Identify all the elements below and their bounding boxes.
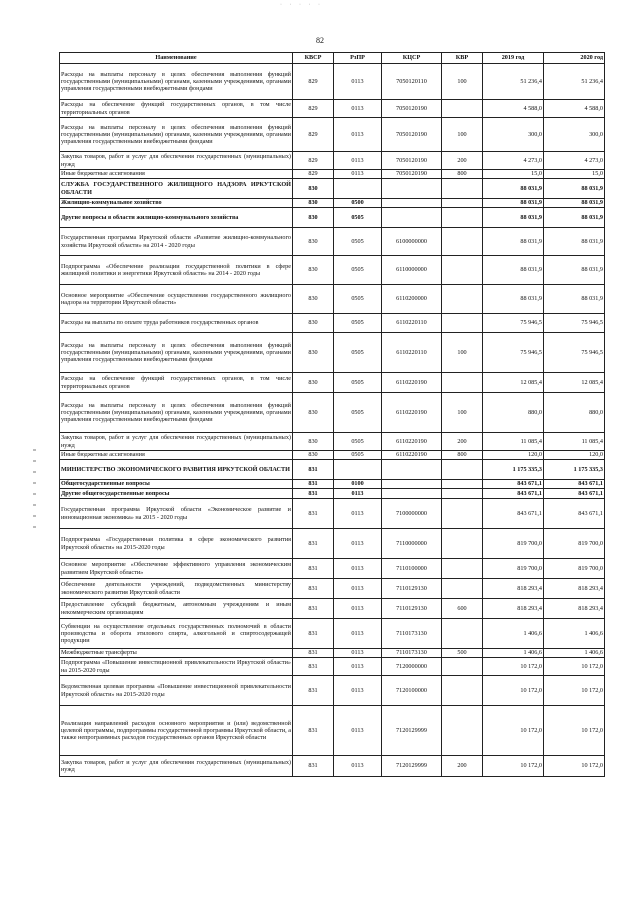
row-kcsr [382, 208, 442, 228]
row-kvsr: 830 [293, 199, 334, 208]
row-2019: 120,0 [483, 451, 544, 460]
table-row [60, 64, 605, 100]
row-2020: 843 671,1 [544, 499, 605, 529]
table-row [60, 676, 605, 706]
table-row [60, 649, 605, 658]
row-2019: 818 293,4 [483, 599, 544, 619]
row-name: Расходы на обеспечение функций государственных органов, в том числе территориальных органов [60, 373, 293, 393]
row-2020: 1 406,6 [544, 619, 605, 649]
row-name: Жилищно-коммунальное хозяйство [60, 199, 293, 208]
row-kvr [442, 559, 483, 579]
row-rzpr: 0113 [334, 529, 382, 559]
table-row [60, 658, 605, 676]
row-2019: 843 671,1 [483, 480, 544, 489]
row-kvsr: 831 [293, 649, 334, 658]
row-2019: 843 671,1 [483, 499, 544, 529]
row-rzpr: 0505 [334, 333, 382, 373]
row-kvr [442, 460, 483, 480]
row-kvsr: 829 [293, 100, 334, 118]
table-row [60, 333, 605, 373]
row-2019: 819 700,0 [483, 529, 544, 559]
row-name: Межбюджетные трансферты [60, 649, 293, 658]
row-rzpr: 0113 [334, 756, 382, 777]
row-kvsr: 830 [293, 285, 334, 314]
col-kvsr-header: КВСР [293, 53, 334, 64]
row-name: Расходы на выплаты по оплате труда работников государственных органов [60, 314, 293, 333]
row-kvsr: 831 [293, 619, 334, 649]
row-kcsr: 7110173130 [382, 619, 442, 649]
row-kvsr: 831 [293, 499, 334, 529]
table-row [60, 619, 605, 649]
table-row [60, 314, 605, 333]
table-row [60, 228, 605, 256]
table-row [60, 460, 605, 480]
row-kvsr: 830 [293, 451, 334, 460]
table-row [60, 559, 605, 579]
row-2019: 75 946,5 [483, 314, 544, 333]
table-row [60, 489, 605, 499]
table-row [60, 256, 605, 285]
row-name: Закупка товаров, работ и услуг для обеспечения государственных (муниципальных) нужд [60, 756, 293, 777]
row-kvr [442, 676, 483, 706]
row-kcsr [382, 179, 442, 199]
table-row [60, 451, 605, 460]
margin-marks [30, 440, 40, 560]
row-name: Государственная программа Иркутской области «Экономическое развитие и инновационная экономика» на 2015 - 2020 годы [60, 499, 293, 529]
row-2020: 819 700,0 [544, 559, 605, 579]
row-kvr: 600 [442, 599, 483, 619]
row-2019: 1 406,6 [483, 649, 544, 658]
row-2020: 1 175 335,3 [544, 460, 605, 480]
row-kcsr: 7110100000 [382, 559, 442, 579]
row-kvr [442, 256, 483, 285]
row-kcsr: 6110220190 [382, 433, 442, 451]
row-kvr: 800 [442, 170, 483, 179]
table-row [60, 599, 605, 619]
table-row [60, 756, 605, 777]
row-2019: 819 700,0 [483, 559, 544, 579]
row-kvsr: 831 [293, 706, 334, 756]
row-2020: 10 172,0 [544, 676, 605, 706]
row-kvsr: 831 [293, 756, 334, 777]
row-rzpr: 0505 [334, 285, 382, 314]
table-row [60, 199, 605, 208]
table-row [60, 208, 605, 228]
row-rzpr: 0505 [334, 451, 382, 460]
row-name: Другие вопросы в области жилищно-коммунального хозяйства [60, 208, 293, 228]
table-header [60, 53, 605, 64]
row-2020: 819 700,0 [544, 529, 605, 559]
row-kvsr: 830 [293, 256, 334, 285]
row-kcsr: 6110220190 [382, 393, 442, 433]
row-name: Ведомственная целевая программа «Повышение инвестиционной привлекательности Иркутской области» на 2015-2020 годы [60, 676, 293, 706]
row-2020: 300,0 [544, 118, 605, 152]
row-rzpr: 0505 [334, 393, 382, 433]
table-row [60, 373, 605, 393]
row-name: Иные бюджетные ассигнования [60, 451, 293, 460]
row-rzpr: 0113 [334, 559, 382, 579]
row-2020: 12 085,4 [544, 373, 605, 393]
table-row [60, 179, 605, 199]
row-rzpr: 0113 [334, 649, 382, 658]
row-kvsr: 831 [293, 529, 334, 559]
row-kvsr: 830 [293, 433, 334, 451]
row-name: СЛУЖБА ГОСУДАРСТВЕННОГО ЖИЛИЩНОГО НАДЗОРА ИРКУТСКОЙ ОБЛАСТИ [60, 179, 293, 199]
row-kcsr: 7110173130 [382, 649, 442, 658]
row-rzpr: 0500 [334, 199, 382, 208]
row-2019: 88 031,9 [483, 228, 544, 256]
row-2019: 1 175 335,3 [483, 460, 544, 480]
row-name: Подпрограмма «Повышение инвестиционной привлекательности Иркутской области» на 2015-2020 годы [61, 659, 291, 674]
row-name: Другие общегосударственные вопросы [60, 489, 293, 499]
row-kvr: 800 [442, 451, 483, 460]
row-kvr [442, 285, 483, 314]
col-kvr-header: КВР [442, 53, 483, 64]
row-kvr [442, 208, 483, 228]
row-rzpr [334, 460, 382, 480]
table-row [60, 579, 605, 599]
row-kvsr: 830 [293, 179, 334, 199]
row-2019: 300,0 [483, 118, 544, 152]
row-kvsr: 829 [293, 170, 334, 179]
row-2020: 818 293,4 [544, 579, 605, 599]
row-2020: 843 671,1 [544, 480, 605, 489]
row-rzpr: 0113 [334, 64, 382, 100]
row-kcsr: 7050120190 [382, 100, 442, 118]
row-rzpr: 0505 [334, 373, 382, 393]
row-rzpr: 0113 [334, 579, 382, 599]
row-2019: 88 031,9 [483, 256, 544, 285]
row-2020: 10 172,0 [544, 706, 605, 756]
row-kvsr: 831 [293, 658, 334, 676]
row-kvsr: 831 [293, 559, 334, 579]
row-kvsr: 831 [293, 579, 334, 599]
row-kcsr: 7120100000 [382, 676, 442, 706]
row-2019: 10 172,0 [483, 756, 544, 777]
row-kvsr: 829 [293, 118, 334, 152]
row-kvr: 100 [442, 118, 483, 152]
row-kcsr: 7050120190 [382, 118, 442, 152]
row-2019: 12 085,4 [483, 373, 544, 393]
row-2019: 843 671,1 [483, 489, 544, 499]
row-kcsr: 7120129999 [382, 756, 442, 777]
row-kvr: 100 [442, 333, 483, 373]
row-kvr: 200 [442, 756, 483, 777]
table-body [60, 64, 605, 777]
row-kcsr: 6100000000 [382, 228, 442, 256]
row-rzpr: 0113 [334, 499, 382, 529]
table-row [60, 118, 605, 152]
page-number: 82 [316, 36, 324, 45]
row-kcsr: 6110220190 [382, 373, 442, 393]
row-name: Государственная программа Иркутской области «Развитие жилищно-коммунального хозяйства Иркутской области» на 2014 - 2020 годы [60, 228, 293, 256]
row-kvsr: 831 [293, 460, 334, 480]
row-kvsr: 831 [293, 599, 334, 619]
row-2020: 88 031,9 [544, 285, 605, 314]
row-rzpr: 0113 [334, 676, 382, 706]
row-2020: 4 588,0 [544, 100, 605, 118]
row-kcsr: 7050120190 [382, 170, 442, 179]
row-name: Реализация направлений расходов основного мероприятия и (или) ведомственной целевой программы, подпрограммы государственной программы Иркутской области, а также непрограммных расходов государственных органов Иркутской области [60, 706, 293, 756]
table-row [60, 393, 605, 433]
row-rzpr: 0100 [334, 480, 382, 489]
row-2019: 10 172,0 [483, 658, 544, 676]
row-2020: 818 293,4 [544, 599, 605, 619]
row-2020: 75 946,5 [544, 314, 605, 333]
row-2019: 88 031,9 [483, 199, 544, 208]
row-kvsr: 831 [293, 480, 334, 489]
table-row [60, 100, 605, 118]
row-name: Обеспечение деятельности учреждений, подведомственных министерству экономического развития Иркутской области [60, 579, 293, 599]
table-row [60, 433, 605, 451]
row-kvsr: 830 [293, 373, 334, 393]
row-kvr [442, 179, 483, 199]
row-rzpr: 0505 [334, 256, 382, 285]
row-kcsr: 6110000000 [382, 256, 442, 285]
row-kcsr [382, 199, 442, 208]
row-2020: 88 031,9 [544, 228, 605, 256]
row-2019: 88 031,9 [483, 179, 544, 199]
row-name: Расходы на выплаты персоналу в целях обеспечения выполнения функций государственными (муниципальными) органами, казенными учреждениями, органами управления государственными внебюджетными фондами [60, 333, 293, 373]
row-rzpr: 0505 [334, 433, 382, 451]
row-kvr [442, 480, 483, 489]
row-kvr: 500 [442, 649, 483, 658]
row-2020: 88 031,9 [544, 208, 605, 228]
row-kvsr: 830 [293, 228, 334, 256]
row-kcsr: 7050120110 [382, 64, 442, 100]
table-row [60, 706, 605, 756]
row-rzpr: 0113 [334, 706, 382, 756]
row-2019: 10 172,0 [483, 676, 544, 706]
table-row [60, 529, 605, 559]
row-kvr [442, 658, 483, 676]
row-kvsr: 829 [293, 64, 334, 100]
row-2020: 843 671,1 [544, 489, 605, 499]
row-rzpr: 0113 [334, 658, 382, 676]
row-name: Расходы на выплаты персоналу в целях обеспечения выполнения функций государственными (муниципальными) органами, казенными учреждениями, органами управления государственными внебюджетными фондами [60, 64, 293, 100]
row-kvsr: 830 [293, 333, 334, 373]
row-kcsr: 6110200000 [382, 285, 442, 314]
row-kcsr [382, 480, 442, 489]
budget-table [59, 52, 605, 777]
row-name: Расходы на выплаты персоналу в целях обеспечения выполнения функций государственными (муниципальными) органами, казенными учреждениями, органами управления государственными внебюджетными фондами [60, 118, 293, 152]
col-rzpr-header: РзПР [334, 53, 382, 64]
row-kcsr: 7120129999 [382, 706, 442, 756]
row-kcsr: 6110220110 [382, 333, 442, 373]
row-rzpr: 0505 [334, 314, 382, 333]
row-name: Подпрограмма «Государственная политика в сфере экономического развития Иркутской области» на 2015-2020 годы [60, 529, 293, 559]
row-name: Основное мероприятие «Обеспечение осуществления государственного жилищного надзора на территории Иркутской области» [60, 285, 293, 314]
table-row [60, 285, 605, 314]
row-2019: 818 293,4 [483, 579, 544, 599]
row-2019: 51 236,4 [483, 64, 544, 100]
col-2020-header: 2020 год [544, 53, 605, 64]
row-kvr [442, 228, 483, 256]
row-rzpr: 0113 [334, 118, 382, 152]
row-name: МИНИСТЕРСТВО ЭКОНОМИЧЕСКОГО РАЗВИТИЯ ИРКУТСКОЙ ОБЛАСТИ [60, 460, 293, 480]
row-name: Расходы на выплаты персоналу в целях обеспечения выполнения функций государственными (муниципальными) органами, казенными учреждениями, органами управления государственными внебюджетными фондами [60, 393, 293, 433]
row-2020: 4 273,0 [544, 152, 605, 170]
scan-artifact: · · · · · [280, 2, 323, 8]
row-2019: 1 406,6 [483, 619, 544, 649]
row-kvsr: 830 [293, 314, 334, 333]
row-kvr [442, 619, 483, 649]
row-kcsr: 7110129130 [382, 579, 442, 599]
row-kvsr: 830 [293, 393, 334, 433]
row-name: Закупка товаров, работ и услуг для обеспечения государственных (муниципальных) нужд [61, 434, 291, 449]
row-rzpr: 0113 [334, 619, 382, 649]
row-rzpr: 0505 [334, 228, 382, 256]
col-name-header: Наименование [60, 53, 293, 64]
row-name: Расходы на обеспечение функций государственных органов, в том числе территориальных органов [61, 101, 291, 116]
row-kvsr: 830 [293, 208, 334, 228]
table-row [60, 152, 605, 170]
row-kvr [442, 529, 483, 559]
row-2019: 10 172,0 [483, 706, 544, 756]
table-row [60, 170, 605, 179]
row-name: Закупка товаров, работ и услуг для обеспечения государственных (муниципальных) нужд [61, 153, 291, 168]
row-kcsr: 6110220190 [382, 451, 442, 460]
row-kvr [442, 314, 483, 333]
row-kcsr [382, 460, 442, 480]
row-kcsr: 7100000000 [382, 499, 442, 529]
row-2020: 88 031,9 [544, 199, 605, 208]
row-kvsr: 829 [293, 152, 334, 170]
row-kvsr: 831 [293, 676, 334, 706]
table-row [60, 499, 605, 529]
row-2020: 880,0 [544, 393, 605, 433]
row-kvr: 100 [442, 393, 483, 433]
row-kcsr: 7050120190 [382, 152, 442, 170]
row-2020: 51 236,4 [544, 64, 605, 100]
row-rzpr [334, 179, 382, 199]
row-2019: 88 031,9 [483, 285, 544, 314]
row-kcsr: 7110000000 [382, 529, 442, 559]
row-name: Основное мероприятие «Обеспечение эффективного управления экономическим развитием Иркутской области» [60, 559, 293, 579]
row-2019: 4 273,0 [483, 152, 544, 170]
row-rzpr: 0113 [334, 152, 382, 170]
row-name: Общегосударственные вопросы [60, 480, 293, 489]
row-2020: 10 172,0 [544, 756, 605, 777]
row-kcsr [382, 489, 442, 499]
row-kvr [442, 100, 483, 118]
row-2020: 120,0 [544, 451, 605, 460]
row-2020: 88 031,9 [544, 256, 605, 285]
row-kcsr: 6110220110 [382, 314, 442, 333]
row-kvr [442, 199, 483, 208]
row-kvr [442, 706, 483, 756]
table-row [60, 480, 605, 489]
row-2019: 11 085,4 [483, 433, 544, 451]
row-rzpr: 0113 [334, 100, 382, 118]
row-kvsr: 831 [293, 489, 334, 499]
row-kvr: 200 [442, 433, 483, 451]
row-2019: 880,0 [483, 393, 544, 433]
col-2019-header: 2019 год [483, 53, 544, 64]
row-rzpr: 0505 [334, 208, 382, 228]
row-kcsr: 7110129130 [382, 599, 442, 619]
row-rzpr: 0113 [334, 599, 382, 619]
row-kvr [442, 373, 483, 393]
row-2020: 10 172,0 [544, 658, 605, 676]
row-name: Предоставление субсидий бюджетным, автономным учреждениям и иным некоммерческим организациям [60, 599, 293, 619]
row-name: Подпрограмма «Обеспечение реализации государственной политики в сфере жилищной политики и энергетики Иркутской области» на 2014 - 2020 годы [60, 256, 293, 285]
row-2020: 15,0 [544, 170, 605, 179]
col-kcsr-header: КЦСР [382, 53, 442, 64]
row-2019: 88 031,9 [483, 208, 544, 228]
row-2019: 75 946,5 [483, 333, 544, 373]
row-2019: 4 588,0 [483, 100, 544, 118]
row-2020: 11 085,4 [544, 433, 605, 451]
row-name: Иные бюджетные ассигнования [60, 170, 293, 179]
row-name: Субвенции на осуществление отдельных государственных полномочий в области производства и оборота этилового спирта, алкогольной и спиртосодержащей продукции [60, 619, 293, 649]
row-2020: 1 406,6 [544, 649, 605, 658]
row-kvr: 100 [442, 64, 483, 100]
row-kvr [442, 489, 483, 499]
row-2019: 15,0 [483, 170, 544, 179]
row-rzpr: 0113 [334, 489, 382, 499]
row-rzpr: 0113 [334, 170, 382, 179]
row-kvr [442, 579, 483, 599]
row-2020: 75 946,5 [544, 333, 605, 373]
row-kvr [442, 499, 483, 529]
row-kcsr: 7120000000 [382, 658, 442, 676]
row-kvr: 200 [442, 152, 483, 170]
row-2020: 88 031,9 [544, 179, 605, 199]
